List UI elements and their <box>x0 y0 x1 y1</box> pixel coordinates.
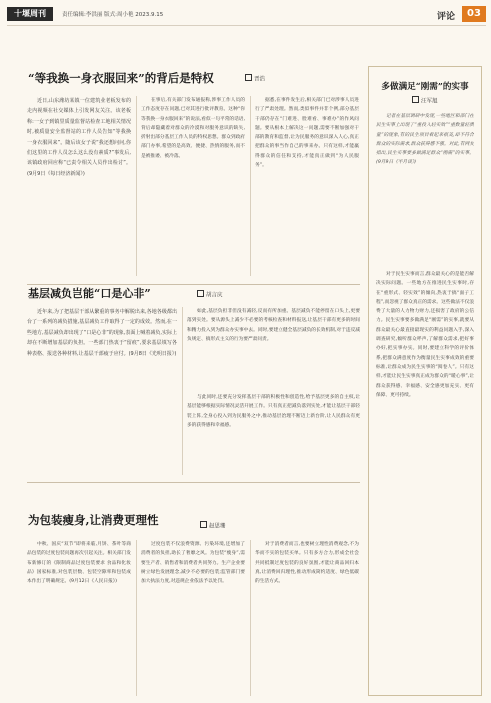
column-divider <box>136 540 137 696</box>
byline-icon <box>200 521 207 528</box>
byline-icon <box>197 290 204 297</box>
article-column-2: 在事后,有关部门发布通报称,涉事工作人员的工作态度存在问题,已对其进行批评教育。这种“你等我换一身衣服回来”的说法,看似一句平常的话语,背后却隐藏着对群众的冷漠和对服务意识的缺失,折射出部分基层工作人员的特权思想。群众到政府部门办事,希望的是高效、便捷、热情的服务,而不是被推诿、被冷落。 <box>141 98 245 159</box>
byline-icon <box>245 74 252 81</box>
section-divider <box>27 482 360 483</box>
section-label: 评论 <box>437 12 456 22</box>
sidebar-byline: 汪军旭 <box>412 96 438 105</box>
column-divider <box>182 307 183 475</box>
column-divider <box>250 96 251 276</box>
header-divider <box>7 25 486 26</box>
article-column-3: 据悉,在事件发生后,相关部门已对涉事人员进行了严肃处理。然而,类似事件并非个例,部分基层干部仍存在“门难进、脸难看、事难办”的作风问题。要从根本上解决这一问题,需要不断加强对干部的教育和监督,让为民服务的意识深入人心,真正把群众的事当作自己的事来办。只有这样,才能赢得群众的信任和支持,才能真正做到“为人民服务”。 <box>255 98 359 169</box>
article-column-3: 与此同时,还要充分发挥基层干部的积极性和创造性,给予基层更多的自主权,让基层能够根据实际情况灵活开展工作。只有真正把减负落到实处,才能让基层干部轻装上阵,全身心投入到为民服务之中,推动基层治理不断迈上新台阶,让人民群众有更多的获得感和幸福感。 <box>187 395 360 428</box>
article-column-1: 近年来,为了把基层干部从繁重的事务中解脱出来,各地各级都出台了一系列的减负措施,基层减负工作取得了一定的成效。然而,在一些地方,基层减负却出现了“口是心非”的现象,表面上喊着减负,实际上却在不断增加基层的负担。一些部门热衷于“留痕”,要求基层填写各种表格、报送各种材料,让基层干部疲于应付。(9月8日《光明日报》) <box>27 309 177 357</box>
byline-icon <box>412 96 419 103</box>
article-byline: 胡言庆 <box>197 290 223 299</box>
page-number-badge: 03 <box>462 6 486 22</box>
masthead-logo: 十堰周刊 <box>7 7 53 21</box>
sidebar-intro: 记者在基层调研中发现,一些地区和部门在民生实事上出现了“重投入轻实效”“重数量轻质量”的现象,有的民生项目看起来很美,却不符合群众的实际需求,群众获得感不强。对此,有网友指出,民生实事要多做满足群众“刚需”的实事。(9月9日《半月谈》) <box>376 114 474 166</box>
sidebar-headline: 多做满足“刚需”的实事 <box>381 82 469 92</box>
article-byline: 赵思珊 <box>200 521 226 530</box>
sidebar-commentary <box>368 66 482 696</box>
sidebar-body: 对于民生实事而言,群众最关心的是能否解决实际问题。一些地方在推进民生实事时,存在“重形式、轻实效”的倾向,热衷于搞“面子工程”,而忽视了群众真正的需求。这些做法不仅浪费了大量的人力物力财力,还损害了政府的公信力。民生实事要多做满足“刚需”的实事,就要从群众最关心最直接最现实的利益问题入手,深入调查研究,倾听群众呼声,了解群众需求,把好事办好,把实事办实。同时,要建立科学的评价体系,把群众满意度作为衡量民生实事成效的重要标准,让群众成为民生实事的“阅卷人”。只有这样,才能让民生实事真正成为群众的“暖心事”,让群众获得感、幸福感、安全感更加充实、更有保障、更可持续。 <box>376 272 474 398</box>
article-column-2: 过度包装不仅浪费资源、污染环境,还增加了消费者的负担,助长了奢靡之风。为包装“瘦身”,需要生产者、销售者和消费者共同努力。生产企业要树立绿色发展理念,减少不必要的包装;监管部门要加大执法力度,对违规企业依法予以处罚。 <box>141 542 245 585</box>
article-column-1: 中秋、国庆“双节”即将来临,月饼、茶叶等商品包装的过度包装问题再次引起关注。相关部门发布新修订的《限制商品过度包装要求 食品和化妆品》国家标准,对包装层数、包装空隙率和包装成本作出了明确规定。(9月12日《人民日报》) <box>27 542 131 585</box>
article-column-2: 如此,基层负担非但没有减轻,反而有所加重。基层减负不能停留在口头上,更要落到实处。要从源头上减少不必要的考核检查和材料报送,让基层干部有更多的时间和精力投入到为群众办实事中去。同时,要建立健全基层减负的长效机制,对于违反减负规定、搞形式主义的行为要严肃问责。 <box>187 309 360 342</box>
column-divider <box>136 96 137 276</box>
article-headline: “等我换一身衣服回来”的背后是特权 <box>28 71 214 85</box>
page-header <box>0 0 491 26</box>
column-divider <box>250 540 251 696</box>
article-column-3: 对于消费者而言,也要树立理性消费观念,不为华而不实的包装买单。只有多方合力,形成全社会共同抵制过度包装的良好氛围,才能让商品回归本真,让消费回归理性,推动形成简约适度、绿色低碳的生活方式。 <box>255 542 359 585</box>
article-headline: 基层减负岂能“口是心非” <box>28 287 151 300</box>
article-headline: 为包装瘦身,让消费更理性 <box>28 513 159 527</box>
editor-meta: 责任编辑:李洪丽 版式:周小艳 2023.9.15 <box>62 12 164 18</box>
article-byline: 晋浩 <box>245 74 265 83</box>
article-column-1: 近日,山东潍坊某镇一位建筑业老板发布的走内视频在社交媒体上引发网友关注。该老板称:一女子到镇里质量监督站检查工地相关情况时,被质量安全监督站的工作人员告知“等我换一身衣服回来”。随后该女子说“我还想问问,你们这里的工作人员怎么这么没有素质?”事发后,该镇政府回应称“已责令相关人员作出检讨”。(9月9日《每日经济新闻》) <box>27 98 131 177</box>
